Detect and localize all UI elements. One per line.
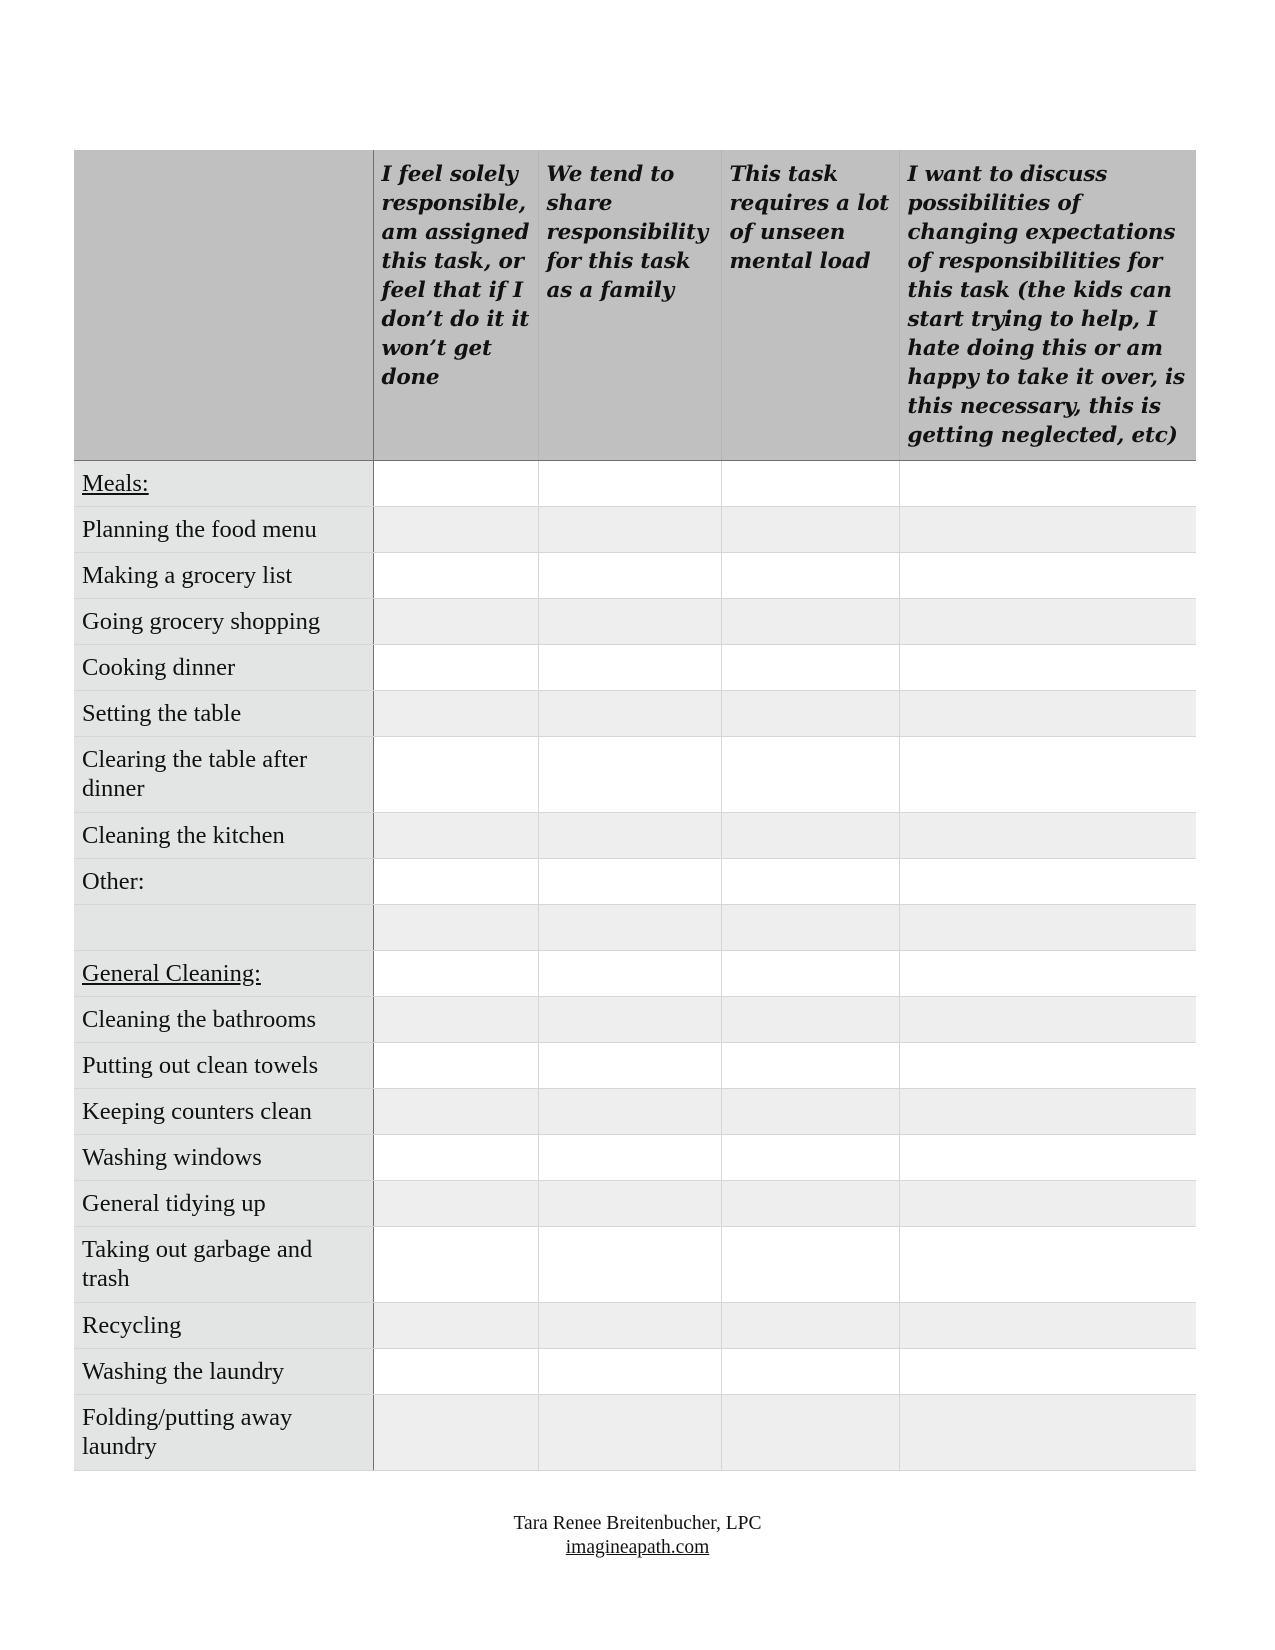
cell-solely-responsible[interactable] <box>373 1180 538 1226</box>
cell-share-responsibility[interactable] <box>538 812 721 858</box>
task-label: Washing the laundry <box>82 1357 285 1385</box>
cell-mental-load[interactable] <box>721 1348 899 1394</box>
cell-discuss-changes[interactable] <box>899 812 1196 858</box>
cell-solely-responsible[interactable] <box>373 690 538 736</box>
cell-mental-load[interactable] <box>721 736 899 812</box>
cell-mental-load[interactable] <box>721 1134 899 1180</box>
table-row <box>74 1348 1196 1394</box>
cell-share-responsibility[interactable] <box>538 506 721 552</box>
header-discuss-changes: I want to discuss possibilities of changing expectations of responsibilities for this task (the kids can start trying to help, I hate doing this or am happy to take it over, is this necessary, this is getting neglected, etc) <box>899 150 1196 460</box>
cell-share-responsibility[interactable] <box>538 460 721 506</box>
task-label-cell <box>74 736 373 812</box>
cell-discuss-changes[interactable] <box>899 644 1196 690</box>
cell-solely-responsible[interactable] <box>373 1088 538 1134</box>
header-solely-responsible: I feel solely responsible, am assigned this task, or feel that if I don’t do it it won’t get done <box>373 150 538 460</box>
cell-share-responsibility[interactable] <box>538 1394 721 1470</box>
cell-share-responsibility[interactable] <box>538 1302 721 1348</box>
header-share-responsibility: We tend to share responsibility for this task as a family <box>538 150 721 460</box>
cell-discuss-changes[interactable] <box>899 1180 1196 1226</box>
cell-share-responsibility[interactable] <box>538 858 721 904</box>
cell-mental-load[interactable] <box>721 506 899 552</box>
cell-mental-load[interactable] <box>721 996 899 1042</box>
section-heading: Meals: <box>82 469 149 497</box>
cell-share-responsibility[interactable] <box>538 1348 721 1394</box>
task-label: General tidying up <box>82 1189 266 1217</box>
cell-discuss-changes[interactable] <box>899 858 1196 904</box>
cell-share-responsibility[interactable] <box>538 552 721 598</box>
task-label-cell <box>74 1226 373 1302</box>
cell-solely-responsible[interactable] <box>373 858 538 904</box>
cell-mental-load[interactable] <box>721 1042 899 1088</box>
cell-solely-responsible[interactable] <box>373 1042 538 1088</box>
task-label: Washing windows <box>82 1143 262 1171</box>
footer <box>0 1512 1275 1560</box>
table-row <box>74 1180 1196 1226</box>
cell-solely-responsible[interactable] <box>373 1302 538 1348</box>
cell-discuss-changes[interactable] <box>899 598 1196 644</box>
cell-mental-load[interactable] <box>721 1302 899 1348</box>
table-row <box>74 1226 1196 1302</box>
task-label-cell <box>74 506 373 552</box>
task-label: Other: <box>82 867 145 895</box>
table-row <box>74 552 1196 598</box>
task-label-cell <box>74 598 373 644</box>
table-row <box>74 904 1196 950</box>
cell-mental-load[interactable] <box>721 644 899 690</box>
task-label-cell <box>74 552 373 598</box>
cell-mental-load[interactable] <box>721 950 899 996</box>
task-label: Clearing the table after dinner <box>82 746 308 802</box>
task-label-cell <box>74 858 373 904</box>
table-row <box>74 736 1196 812</box>
task-label-cell <box>74 996 373 1042</box>
author-credit: Tara Renee Breitenbucher, LPC <box>513 1513 762 1534</box>
task-label-cell <box>74 1180 373 1226</box>
cell-solely-responsible[interactable] <box>373 736 538 812</box>
cell-mental-load[interactable] <box>721 552 899 598</box>
cell-solely-responsible[interactable] <box>373 812 538 858</box>
table-row <box>74 690 1196 736</box>
task-label-cell <box>74 1348 373 1394</box>
cell-mental-load[interactable] <box>721 812 899 858</box>
table-row <box>74 644 1196 690</box>
cell-mental-load[interactable] <box>721 1088 899 1134</box>
cell-solely-responsible[interactable] <box>373 644 538 690</box>
task-rows <box>74 460 1196 1470</box>
task-label-cell <box>74 690 373 736</box>
table-row <box>74 1394 1196 1470</box>
section-row <box>74 460 1196 506</box>
cell-solely-responsible[interactable] <box>373 1394 538 1470</box>
cell-mental-load[interactable] <box>721 1180 899 1226</box>
cell-share-responsibility[interactable] <box>538 1134 721 1180</box>
task-label-cell <box>74 1394 373 1470</box>
cell-mental-load[interactable] <box>721 598 899 644</box>
section-heading: General Cleaning: <box>82 959 261 987</box>
task-label: Making a grocery list <box>82 561 293 589</box>
cell-mental-load[interactable] <box>721 690 899 736</box>
task-label-cell <box>74 1042 373 1088</box>
cell-discuss-changes[interactable] <box>899 460 1196 506</box>
header-row <box>74 150 1196 460</box>
task-label: Cooking dinner <box>82 653 236 681</box>
cell-discuss-changes[interactable] <box>899 1348 1196 1394</box>
cell-discuss-changes[interactable] <box>899 996 1196 1042</box>
cell-share-responsibility[interactable] <box>538 1088 721 1134</box>
cell-share-responsibility[interactable] <box>538 736 721 812</box>
cell-solely-responsible[interactable] <box>373 950 538 996</box>
task-label: Cleaning the kitchen <box>82 821 285 849</box>
table-row <box>74 1042 1196 1088</box>
cell-share-responsibility[interactable] <box>538 996 721 1042</box>
table-row <box>74 858 1196 904</box>
table-row <box>74 1134 1196 1180</box>
task-label: Going grocery shopping <box>82 607 321 635</box>
cell-share-responsibility[interactable] <box>538 1180 721 1226</box>
task-label: Setting the table <box>82 699 242 727</box>
cell-discuss-changes[interactable] <box>899 1226 1196 1302</box>
task-label: Planning the food menu <box>82 515 317 543</box>
cell-share-responsibility[interactable] <box>538 1042 721 1088</box>
section-heading-cell <box>74 460 373 506</box>
table-row <box>74 812 1196 858</box>
cell-solely-responsible[interactable] <box>373 996 538 1042</box>
cell-share-responsibility[interactable] <box>538 950 721 996</box>
section-heading-cell <box>74 950 373 996</box>
header-mental-load: This task requires a lot of unseen mental load <box>721 150 899 460</box>
cell-discuss-changes[interactable] <box>899 506 1196 552</box>
cell-solely-responsible[interactable] <box>373 1348 538 1394</box>
cell-solely-responsible[interactable] <box>373 1226 538 1302</box>
task-label-cell <box>74 904 373 950</box>
cell-discuss-changes[interactable] <box>899 1042 1196 1088</box>
cell-solely-responsible[interactable] <box>373 598 538 644</box>
cell-solely-responsible[interactable] <box>373 552 538 598</box>
cell-solely-responsible[interactable] <box>373 506 538 552</box>
cell-share-responsibility[interactable] <box>538 644 721 690</box>
task-label-cell <box>74 812 373 858</box>
table-row <box>74 1088 1196 1134</box>
task-label-cell <box>74 1088 373 1134</box>
header-corner-cell <box>74 150 373 460</box>
table-row <box>74 598 1196 644</box>
task-label-cell <box>74 1302 373 1348</box>
table-row <box>74 1302 1196 1348</box>
task-label-cell <box>74 1134 373 1180</box>
cell-solely-responsible[interactable] <box>373 904 538 950</box>
cell-solely-responsible[interactable] <box>373 460 538 506</box>
cell-discuss-changes[interactable] <box>899 690 1196 736</box>
cell-share-responsibility[interactable] <box>538 598 721 644</box>
table-row <box>74 996 1196 1042</box>
cell-discuss-changes[interactable] <box>899 904 1196 950</box>
cell-mental-load[interactable] <box>721 1394 899 1470</box>
cell-mental-load[interactable] <box>721 904 899 950</box>
cell-discuss-changes[interactable] <box>899 1088 1196 1134</box>
cell-mental-load[interactable] <box>721 460 899 506</box>
task-label: Keeping counters clean <box>82 1097 312 1125</box>
task-label: Recycling <box>82 1311 182 1339</box>
cell-mental-load[interactable] <box>721 1226 899 1302</box>
cell-discuss-changes[interactable] <box>899 950 1196 996</box>
task-label-cell <box>74 644 373 690</box>
table-row <box>74 506 1196 552</box>
cell-share-responsibility[interactable] <box>538 904 721 950</box>
cell-discuss-changes[interactable] <box>899 1394 1196 1470</box>
cell-share-responsibility[interactable] <box>538 1226 721 1302</box>
cell-solely-responsible[interactable] <box>373 1134 538 1180</box>
task-label: Taking out garbage and trash <box>82 1236 313 1292</box>
website-link[interactable]: imagineapath.com <box>565 1537 710 1558</box>
cell-discuss-changes[interactable] <box>899 1302 1196 1348</box>
section-row <box>74 950 1196 996</box>
task-label: Putting out clean towels <box>82 1051 319 1079</box>
cell-discuss-changes[interactable] <box>899 1134 1196 1180</box>
cell-share-responsibility[interactable] <box>538 690 721 736</box>
task-label: Cleaning the bathrooms <box>82 1005 317 1033</box>
responsibility-table <box>74 150 1196 1471</box>
cell-discuss-changes[interactable] <box>899 736 1196 812</box>
cell-mental-load[interactable] <box>721 858 899 904</box>
task-label: Folding/putting away laundry <box>82 1404 293 1460</box>
cell-discuss-changes[interactable] <box>899 552 1196 598</box>
